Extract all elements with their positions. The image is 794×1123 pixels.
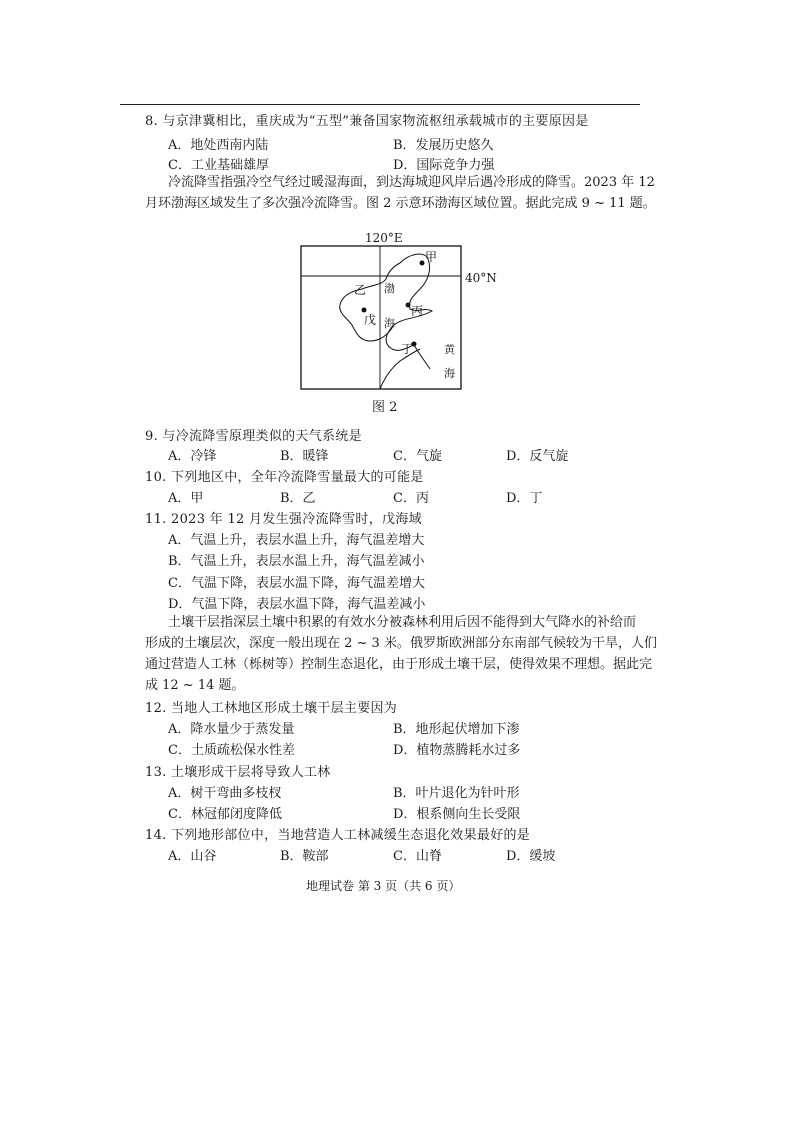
q12-stem: 12. 当地人工林地区形成土壤干层主要因为 (145, 701, 398, 716)
intro2-line2: 形成的土壤层次，深度一般出现在 2 ~ 3 米。俄罗斯欧洲部分东南部气候较为干旱，人们 (145, 636, 657, 651)
q8-option-c: C．工业基础雄厚 (168, 158, 269, 173)
q13-option-a: A．树干弯曲多枝杈 (168, 786, 282, 801)
q8-stem: 8. 与京津冀相比，重庆成为“五型”兼备国家物流枢纽承载城市的主要原因是 (145, 114, 589, 129)
q11-option-b: B．气温上升，表层水温上升，海气温差减小 (168, 554, 425, 569)
label-ding: 丁 (401, 342, 414, 356)
map-longitude-label: 120°E (365, 231, 403, 245)
q10-option-d: D．丁 (506, 491, 543, 506)
map-frame (301, 246, 461, 389)
q14-option-c: C．山脊 (393, 849, 442, 864)
q13-stem: 13. 土壤形成干层将导致人工林 (145, 765, 331, 780)
label-jia: 甲 (425, 250, 438, 264)
figure2-caption: 图 2 (372, 400, 398, 415)
q10-option-b: B．乙 (280, 491, 316, 506)
q12-option-b: B．地形起伏增加下渗 (393, 722, 520, 737)
intro2-line1: 土壤干层指深层土壤中积累的有效水分被森林利用后因不能得到大气降水的补给而 (168, 615, 637, 630)
intro1-line1: 冷流降雪指强冷空气经过暖湿海面，到达海城迎风岸后遇冷形成的降雪。2023 年 12 (168, 175, 655, 190)
q11-option-a: A．气温上升，表层水温上升，海气温差增大 (168, 533, 425, 548)
q8-option-d: D．国际竞争力强 (393, 158, 495, 173)
intro2-line3: 通过营造人工林（栎树等）控制生态退化，由于形成土壤干层，使得效果不理想。据此完 (145, 657, 653, 672)
figure2-map (300, 245, 470, 395)
label-yi: 乙 (354, 283, 367, 297)
intro2-line4: 成 12 ~ 14 题。 (145, 678, 245, 693)
map-latitude-label: 40°N (465, 271, 497, 285)
q10-option-a: A．甲 (168, 491, 204, 506)
q13-option-d: D．根系侧向生长受限 (393, 807, 521, 822)
label-huanghai-2: 海 (444, 367, 455, 380)
q13-option-b: B．叶片退化为针叶形 (393, 786, 520, 801)
q8-option-b: B．发展历史悠久 (393, 138, 494, 153)
q14-option-a: A．山谷 (168, 849, 217, 864)
q11-stem: 11. 2023 年 12 月发生强冷流降雪时，戊海域 (145, 512, 422, 527)
q10-stem: 10. 下列地区中，全年冷流降雪量最大的可能是 (145, 470, 424, 485)
q11-option-d: D．气温下降，表层水温下降，海气温差减小 (168, 597, 426, 612)
q9-stem: 9. 与冷流降雪原理类似的天气系统是 (145, 429, 362, 444)
q12-option-a: A．降水量少于蒸发量 (168, 722, 295, 737)
q8-option-a: A．地处西南内陆 (168, 138, 269, 153)
label-bing: 丙 (411, 304, 424, 318)
page-footer: 地理试卷 第 3 页（共 6 页） (306, 879, 461, 893)
q14-option-d: D．缓坡 (506, 849, 556, 864)
label-wu: 戊 (364, 313, 377, 327)
q9-option-d: D．反气旋 (506, 449, 569, 464)
q10-option-c: C．丙 (393, 491, 429, 506)
point-jia (420, 261, 425, 266)
q12-option-c: C．土质疏松保水性差 (168, 743, 295, 758)
point-bing (406, 303, 411, 308)
q11-option-c: C．气温下降，表层水温下降，海气温差增大 (168, 576, 425, 591)
q13-option-c: C．林冠郁闭度降低 (168, 807, 282, 822)
label-bohai-2: 海 (384, 317, 395, 330)
label-bohai-1: 渤 (384, 282, 395, 295)
q9-option-a: A．冷锋 (168, 449, 217, 464)
point-wu (362, 308, 367, 313)
label-huanghai-1: 黄 (444, 343, 455, 356)
q14-option-b: B．鞍部 (280, 849, 329, 864)
q9-option-c: C．气旋 (393, 449, 442, 464)
q9-option-b: B．暖锋 (280, 449, 329, 464)
intro1-line2: 月环渤海区域发生了多次强冷流降雪。图 2 示意环渤海区域位置。据此完成 9 ~ 11 题。 (145, 196, 656, 211)
q14-stem: 14. 下列地形部位中，当地营造人工林减缓生态退化效果最好的是 (145, 828, 531, 843)
header-rule (120, 104, 640, 105)
q12-option-d: D．植物蒸腾耗水过多 (393, 743, 521, 758)
